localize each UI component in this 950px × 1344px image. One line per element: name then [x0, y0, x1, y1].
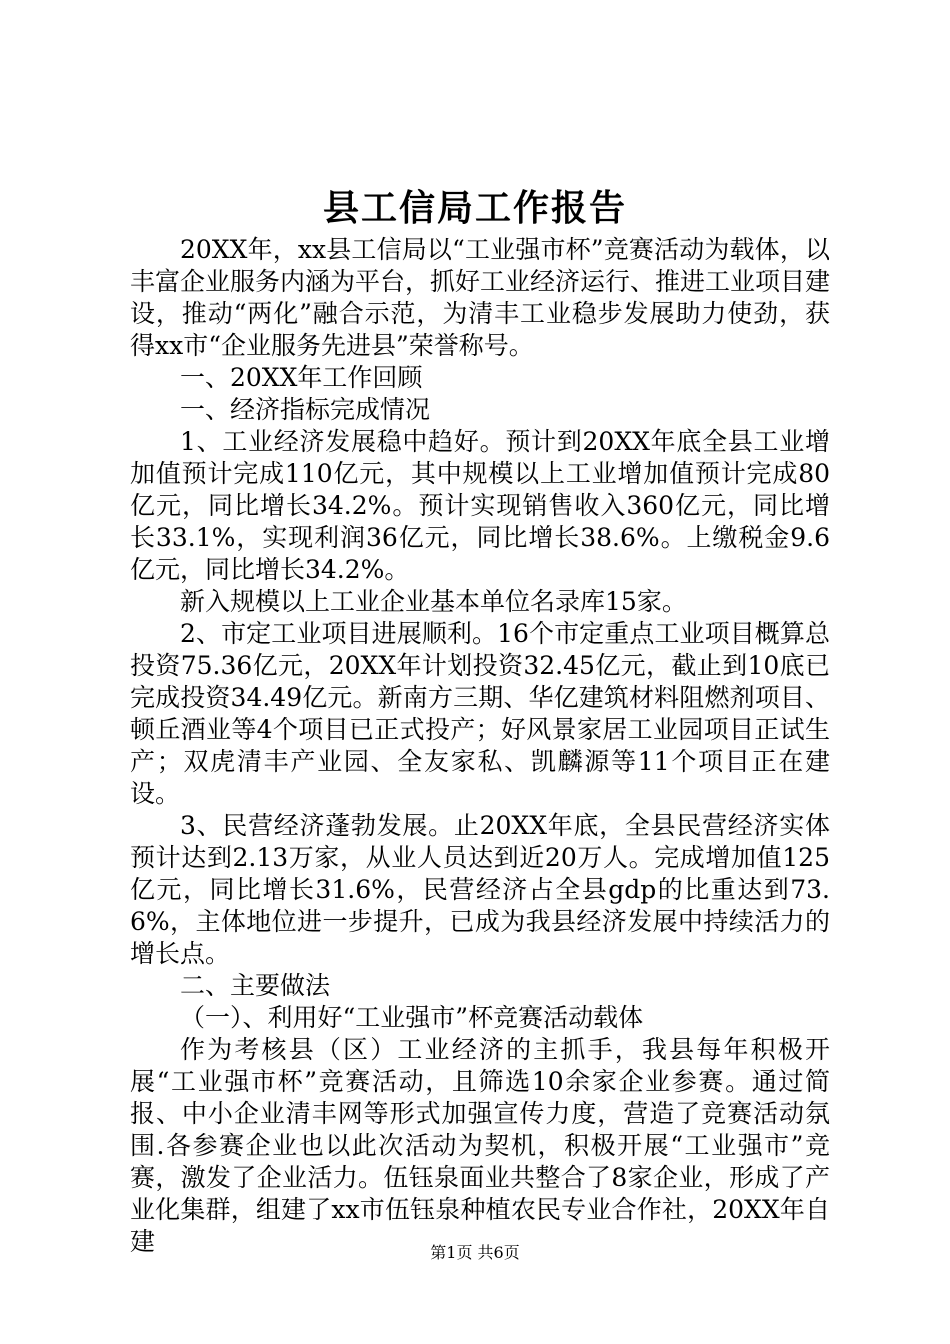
subsection-heading-competition: （一）、利用好“工业强市”杯竞赛活动载体 [180, 1003, 644, 1032]
paragraph-industrial-economy: 1、工业经济发展稳中趋好。预计到20XX年底全县工业增加值预计完成110亿元，其中规模以上工业增加值预计完成80亿元，同比增长34.2%。预计实现销售收入360亿元，同比增长33.1%，实现利润36亿元，同比增长38.6%。上缴税金9.6亿元，同比增长34.2%。 [130, 427, 830, 584]
section-heading-methods: 二、主要做法 [180, 971, 331, 1000]
section-heading-indicators: 一、经济指标完成情况 [180, 395, 431, 424]
page-footer: 第1页 共6页 [430, 1243, 520, 1262]
paragraph-competition: 作为考核县（区）工业经济的主抓手，我县每年积极开展“工业强市杯”竞赛活动，且筛选10余家企业参赛。通过简报、中小企业清丰网等形式加强宣传力度，营造了竞赛活动氛围.各参赛企业也以此次活动为契机，积极开展“工业强市”竞赛，激发了企业活力。伍钰泉面业共整合了8家企业，形成了产业化集群，组建了xx市伍钰泉种植农民专业合作社，20XX年自建 [130, 1035, 830, 1256]
paragraph-new-enterprises: 新入规模以上工业企业基本单位名录库15家。 [180, 587, 687, 616]
document-title: 县工信局工作报告 [322, 187, 627, 229]
section-heading-review: 一、20XX年工作回顾 [180, 363, 423, 392]
paragraph-private-economy: 3、民营经济蓬勃发展。止20XX年底，全县民营经济实体预计达到2.13万家，从业人员达到近20万人。完成增加值125亿元，同比增长31.6%，民营经济占全县gdp的比重达到73.6%，主体地位进一步提升，已成为我县经济发展中持续活力的增长点。 [130, 811, 830, 968]
document-body [130, 234, 830, 1258]
paragraph-projects: 2、市定工业项目进展顺利。16个市定重点工业项目概算总投资75.36亿元，20XX年计划投资32.45亿元，截止到10底已完成投资34.49亿元。新南方三期、华亿建筑材料阻燃剂项目、顿丘酒业等4个项目已正式投产；好风景家居工业园项目正试生产；双虎清丰产业园、全友家私、凯麟源等11个项目正在建设。 [130, 619, 830, 808]
paragraph-intro: 20XX年，xx县工信局以“工业强市杯”竞赛活动为载体，以丰富企业服务内涵为平台，抓好工业经济运行、推进工业项目建设，推动“两化”融合示范，为清丰工业稳步发展助力使劲，获得xx市“企业服务先进县”荣誉称号。 [130, 235, 831, 360]
